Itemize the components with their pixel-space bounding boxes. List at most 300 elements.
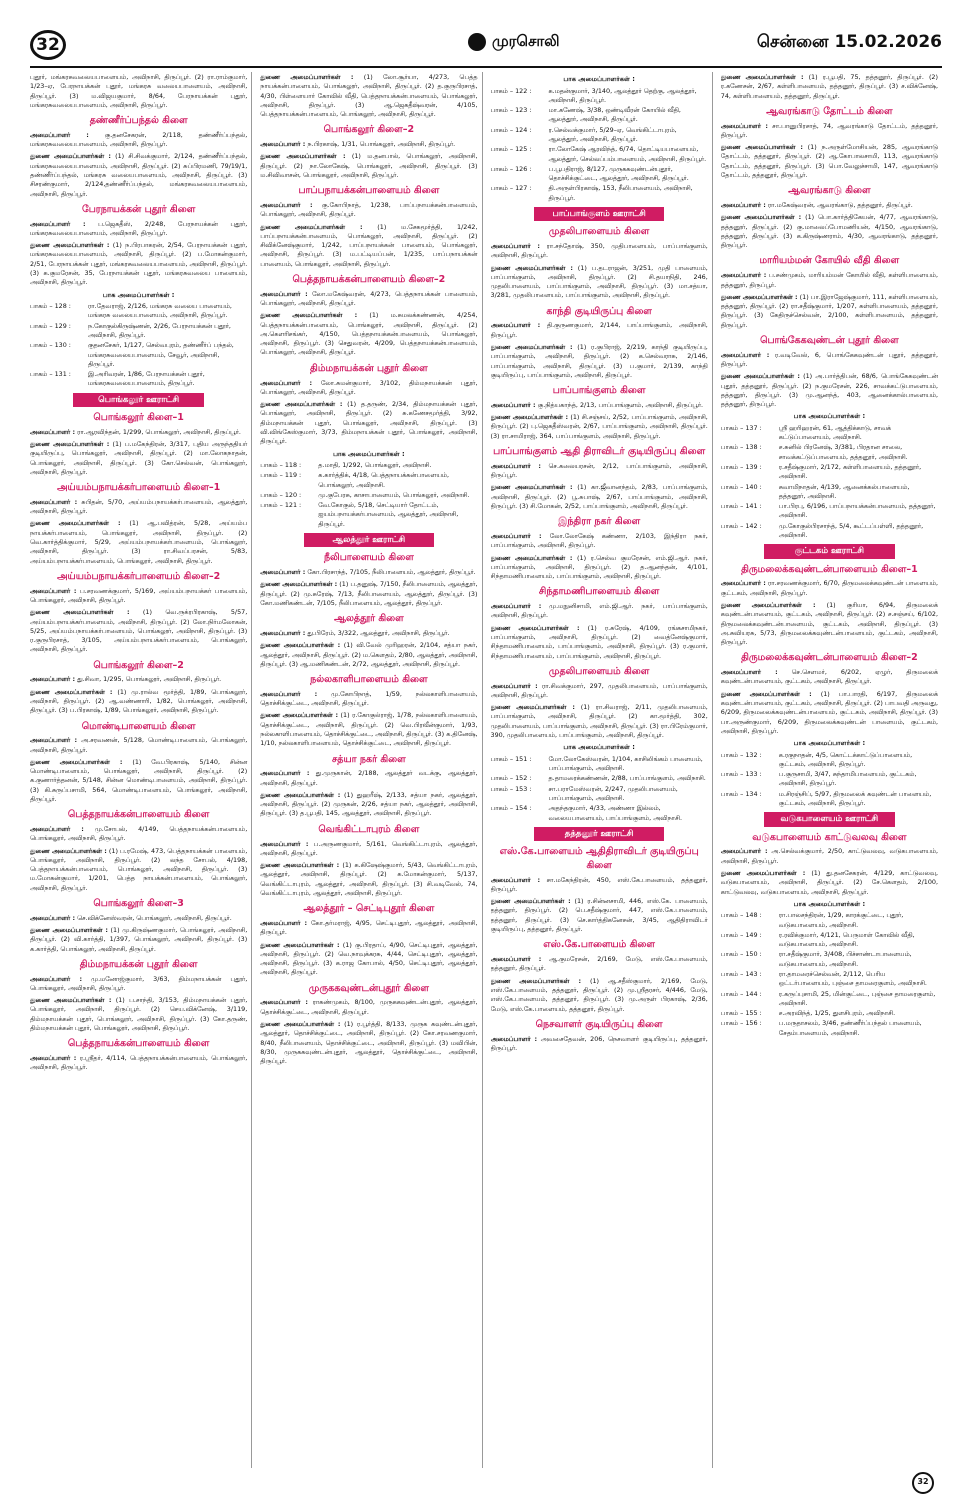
- booth-entry: [721, 443, 938, 462]
- entry-text: (1) ந.அருள்மோசியன், 285, ஆவரங்காடு தோட்டம், தத்தனூர், திருப்பூர். (2) ஆ.கோபாலசாமி, 113, ஆவரங்காடு தோட்டம், தத்தனூர், திருப்பூர். (3) பொ.வேலுச்சாமி, 147, ஆவரங்காடு தோட்டம், தத்தனூர், திருப்பூர்.: [720, 143, 938, 180]
- booth-heading: பாக அமைப்பாளர்கள் :: [793, 899, 866, 908]
- entry-label: அமைப்பாளர் :: [260, 998, 308, 1007]
- paragraph: புதூர், மங்கரசுவலையபாளையம், அவிநாசி, திருப்பூர். (2) ரா.ராம்குமார், 1/23–ஏ, பேரநாயக்கன் புதூர், மங்கரசு வலையபாளையம், அவிநாசி, திருப்பூர். (3) ம.விஜயகுமார், 8/64, பேரநாயக்கன் புதூர், மங்கரசுவலையபாளையம், அவிநாசி, திருப்பூர்.: [30, 73, 248, 109]
- entry-text: ந.பிரகாஷ், 1/31, பொங்கலூர், அவிநாசி, திருப்பூர்.: [307, 140, 456, 149]
- booth-number: பாகம் – 120 :: [260, 490, 302, 499]
- booth-entry: [491, 184, 708, 203]
- booth-number: பாகம் – 118 :: [260, 461, 302, 470]
- booth-person: வே.கோகுல், 5/18, செட்டியார் தோட்டம், ஐயம்பநாயக்கர்பாளையம், ஆலத்தூர், அவிநாசி, திருப்பூர்.: [318, 501, 459, 528]
- entry-label: துணை அமைப்பாளர்கள் :: [260, 1019, 341, 1028]
- entry-label: துணை அமைப்பாளர்கள் :: [30, 608, 130, 617]
- booth-person: ம.சிரஞ்சிப், 5/97, திருமலைக் கவுண்டன் பாளையம், குட்டகம், அவிநாசி, திருப்பூர்.: [778, 789, 932, 808]
- entry-text: ரா.சந்தோஷ், 350, முதிபாளையம், பாப்பாங்குளம், அவிநாசி, திருப்பூர்.: [490, 242, 708, 260]
- booth-person: ரா.தேவராஜ், 2/126, மங்கரசு வலைய பாளையம், மங்கரசு வலையபாளையம், அவிநாசி, திருப்பூர்.: [88, 302, 232, 320]
- entry-label: துணை அமைப்பாளர்கள் :: [490, 976, 582, 985]
- booth-person: த.தாமரைக்கண்ணன், 2/88, பாப்பாங்குளம், அவிநாசி.: [548, 774, 706, 783]
- panchayat-heading: வடுகபாளையம் ஊராட்சி: [764, 812, 894, 826]
- entry-text: மு.கோபிநாத், 1/59, நல்லகாளிபாளையம், தொச்சிக்குட்டை, அவிநாசி, திருப்பூர்.: [260, 689, 478, 708]
- organizer-entry: [491, 1035, 708, 1054]
- deputy-organizers-entry: [260, 641, 477, 669]
- entry-text: கு.தனசேகரன், 2/118, தண்ணீர்ப்பந்தல், மங்கரசுவலையபாளையம், அவிநாசி, திருப்பூர்.: [30, 130, 248, 149]
- entry-label: துணை அமைப்பாளர்கள் :: [720, 292, 798, 301]
- entry-text: (1) ப.ரமேஷ், 473, பெத்தநாயக்கன் பாளையம், பொங்கலூர், அவிநாசி, திருப்பூர். (2) லந்த சோபல், 4/198, பெத்தநாயக்கன்பாளையம், பொங்கலூர், அவிநாசி, திருப்பூர். (3) ம.மோகன்குமார், 1/201, பெத்த நாயக்கன்பாளையம், பொங்கலூர், அவிநாசி, திருப்பூர்.: [30, 846, 248, 892]
- organizer-entry: [30, 587, 247, 606]
- deputy-organizers-entry: [260, 791, 477, 819]
- booth-heading: பாக அமைப்பாளர்கள் :: [793, 739, 866, 748]
- entry-label: துணை அமைப்பாளர்கள் :: [260, 940, 340, 949]
- branch-heading: பொங்கலூர் கிளை–1: [93, 411, 184, 423]
- entry-label: துணை அமைப்பாளர்கள் :: [720, 372, 800, 381]
- entry-label: அமைப்பாளர் :: [720, 579, 766, 588]
- entry-label: துணை அமைப்பாளர்கள் :: [260, 641, 341, 650]
- branch-heading: நல்லகாளிபாளையம் கிளை: [310, 674, 428, 686]
- booth-person: ச.அரவிந்த், 1/25, துளசிபுரம், அவிநாசி.: [778, 1009, 896, 1018]
- entry-label: துணை அமைப்பாளர்கள் :: [30, 757, 123, 766]
- organizer-entry: [30, 220, 247, 239]
- entry-label: அமைப்பாளர் :: [30, 675, 76, 684]
- booth-number: பாகம் – 125 :: [490, 145, 532, 154]
- organizer-entry: [491, 532, 708, 551]
- branch-heading: பொங்கலூர் கிளை–3: [93, 897, 184, 909]
- booth-entry: [491, 165, 708, 184]
- booth-number: பாகம் – 130 :: [30, 341, 71, 350]
- booth-number: பாகம் – 149 :: [720, 930, 762, 939]
- organizer-entry: [260, 840, 477, 859]
- booth-entry: [30, 370, 247, 389]
- branch-heading: பாப்பாங்குளம் ஆதி திராவிடர் குடியிருப்பு கிளை: [493, 446, 706, 458]
- branch-heading: வெங்கிட்டாபுரம் கிளை: [318, 823, 420, 835]
- entry-text: அவசைதேவன், 206, நெசவாளர் குடியிருப்பு, தத்தனூர், திருப்பூர்.: [490, 1034, 708, 1052]
- booth-entry: [721, 970, 938, 989]
- booth-entry: [721, 522, 938, 541]
- deputy-organizers-entry: [30, 440, 247, 477]
- entry-label: அமைப்பாளர் :: [260, 140, 306, 149]
- booth-number: பாகம் – 152 :: [490, 774, 532, 783]
- entry-label: அமைப்பாளர் :: [30, 1054, 77, 1063]
- entry-text: கு.நித்யகாந்த், 2/13, பாப்பாங்குளம், அவிநாசி, திருப்பூர்.: [537, 400, 704, 409]
- column-4: [721, 72, 942, 1468]
- booth-heading: பாக அமைப்பாளர்கள் :: [563, 743, 635, 752]
- booth-person: ரா.லோகேஷ் ஆரவிந்த், 6/74, தொட்டியபாளையம், ஆலத்தூர், செல்லப்பம்பாளையம், அவிநாசி, திருப்பூர்.: [548, 145, 707, 163]
- deputy-organizers-entry: [30, 608, 247, 654]
- booth-number: பாகம் – 129 :: [30, 321, 71, 330]
- organizer-entry: [721, 668, 938, 687]
- entry-text: ர.ஸ்ரீதர், 4/114, பெத்தநாயக்கன்பாளையம், பொங்கலூர், அவிநாசி, திருப்பூர்.: [30, 1054, 248, 1072]
- booth-person: மோ.லோகேஸ்வரன், 1/104, காசிலிங்கம் பாளையம், பாப்பாங்குளம், அவிநாசி.: [548, 754, 703, 773]
- entry-text: (1) த.தருண், 2/34, திம்மநாயக்கன் புதூர், பொங்கலூர், அவிநாசி, திருப்பூர். (2) சு.கணேசமூர்த்தி, 3/92, திம்மநாயக்கன் புதூர், பொங்கலூர், அவிநாசி, திருப்பூர். (3) வி.விங்கேஸ்குமார், 3/73, திம்மநாயக்கன் புதூர், பொங்கலூர், அவிநாசி, திருப்பூர்.: [260, 400, 478, 446]
- entry-text: (1) ர.சின்னசாமி, 446, எஸ்.கே. பாளையம், தத்தனூர், திருப்பூர். (2) பெ.சதீஷ்குமார், 447, எஸ்.கே.பாளையம், தத்தனூர், திருப்பூர். (3) செ.கார்த்திகனேசன், 3/45, ஆதிதிராவிடர் குடியிருப்பு, தத்தனூர், திருப்பூர்.: [490, 897, 708, 934]
- booth-number: பாகம் – 123 :: [490, 106, 532, 115]
- panchayat-heading: குட்டகம் ஊராட்சி: [764, 544, 894, 558]
- deputy-organizers-entry: [721, 73, 938, 101]
- entry-text: அ.செல்வக்குமார், 2/50, காட்டுவலவு, வடுகபாளையம், அவிநாசி, திருப்பூர்.: [720, 847, 938, 865]
- panchayat-heading: ஆலத்தூர் ஊராட்சி: [304, 533, 434, 547]
- organizer-entry: [491, 682, 708, 701]
- entry-text: கு.கோபிநாத், 1/238, பாப்பநாயக்கன்பாளையம், பொங்கலூர், அவிநாசி, திருப்பூர்.: [260, 201, 478, 219]
- entry-text: ரா.சிவக்குமார், 297, முதலிபாளையம், பாப்பாங்குளம், அவிநாசி, திருப்பூர்.: [490, 681, 708, 699]
- entry-text: (1) க.கிஷேஷ்குமார், 5/43, வெங்கிட்டாபுரம், ஆலத்தூர், அவிநாசி, திருப்பூர். (2) க.மோகன்குமார், 5/137, வெங்கிட்டாபுரம், ஆலத்தூர், அவிநாசி, திருப்பூர். (3) சி.வடிவேல், 74, வெங்கிட்டாபுரம், ஆலத்தூர், அவிநாசி, திருப்பூர்.: [260, 861, 478, 897]
- branch-heading: மாரியம்மன் கோயில் வீதி கிளை: [759, 255, 900, 267]
- branch-heading: திம்மநாயக்கன் புதூர் கிளை: [310, 362, 428, 374]
- entry-label: துணை அமைப்பாளர்கள் :: [720, 868, 806, 877]
- entry-label: அமைப்பாளர் :: [260, 689, 318, 698]
- booth-number: பாகம் – 148 :: [720, 911, 762, 920]
- organizer-entry: [260, 379, 477, 398]
- entry-text: லோ.சுமன்குமார், 3/102, திம்மநாயக்கன் புதூர், பொங்கலூர், அவிநாசி, திருப்பூர்.: [260, 378, 478, 396]
- organizer-entry: [260, 690, 477, 709]
- organizer-entry: [721, 271, 938, 290]
- entry-text: (1) கா.ஜீவானந்தம், 2/83, பாப்பாங்குளம், அவிநாசி, திருப்பூர். (2) பூ.சுபாஷ், 2/67, பாப்பாங்குளம், அவிநாசி, திருப்பூர். (3) சி.மோகன், 2/52, பாப்பாங்குளம், அவிநாசி, திருப்பூர்.: [490, 483, 708, 510]
- booth-number: பாகம் – 137 :: [720, 423, 762, 432]
- entry-label: அமைப்பாளர் :: [30, 974, 82, 983]
- organizer-entry: [30, 498, 247, 517]
- entry-label: அமைப்பாளர் :: [490, 1034, 538, 1043]
- deputy-organizers-entry: [260, 223, 477, 269]
- booth-number: பாகம் – 142 :: [720, 521, 762, 530]
- entry-label: அமைப்பாளர் :: [30, 130, 89, 139]
- branch-heading: எஸ்.கே.பாளையம் ஆதிதிராவிடர் குடியிருப்பு கிளை: [499, 846, 699, 871]
- booth-number: பாகம் – 131 :: [30, 370, 71, 379]
- booth-person: மா.கணேஷ், 3/38, ஒண்டிவீரன் கோயில் வீதி, ஆலத்தூர், அவிநாசி, திருப்பூர்.: [548, 106, 681, 124]
- deputy-organizers-entry: [491, 977, 708, 1014]
- entry-text: தி.குருணகுமார், 2/144, பாப்பாங்குளம், அவிநாசி, திருப்பூர்.: [490, 321, 708, 339]
- entry-text: ப.சரவணக்குமார், 5/169, அய்யம்பநாயக்கர் பாளையம், பொங்கலூர், அவிநாசி, திருப்பூர்.: [30, 586, 248, 604]
- booth-person: அதந்தகுமார், 4/33, அண்ணா இல்லம், வலையபாளையம், பாப்பாங்குளம், அவிநாசி.: [548, 804, 683, 822]
- booth-number: பாகம் – 150 :: [720, 950, 762, 959]
- deputy-organizers-entry: [30, 847, 247, 893]
- deputy-organizers-entry: [30, 241, 247, 287]
- organizer-entry: [491, 401, 708, 410]
- entry-text: (1) ப.சாந்தி, 3/153, திம்மநாயக்கன் புதூர், பொங்கலூர், அவிநாசி, திருப்பூர். (2) செய.விக்னேஷ், 3/119, திம்மநாயக்கன் புதூர், பொங்கலூர், அவிநாசி, திருப்பூர். (3) கோ.தருண், திம்மநாயக்கன் புதூர், பொங்கலூர், அவிநாசி, திருப்பூர்.: [30, 996, 248, 1033]
- organizer-entry: [30, 736, 247, 755]
- branch-heading: ஆலத்தூர் – செட்டிபுதூர் கிளை: [303, 903, 435, 915]
- entry-text: செ.கலையரசன், 2/12, பாப்பாங்குளம், அவிநாசி, திருப்பூர்.: [490, 461, 708, 480]
- entry-label: அமைப்பாளர் :: [720, 350, 770, 359]
- entry-label: துணை அமைப்பாளர்கள் :: [30, 687, 113, 696]
- column-2: [260, 72, 482, 1468]
- branch-heading: தண்ணீர்ப்பந்தல் கிளை: [89, 115, 188, 127]
- booth-person: க.கார்த்திக், 4/18, பெத்தநாயக்கன்பாளையம், பொங்கலூர், அவிநாசி.: [318, 471, 450, 489]
- booth-entry: [491, 804, 708, 823]
- branch-heading: நீலிபாளையம் கிளை: [323, 552, 414, 564]
- entry-label: அமைப்பாளர் :: [490, 602, 542, 611]
- deputy-organizers-entry: [260, 1020, 477, 1066]
- organizer-entry: [30, 914, 247, 923]
- booth-entry: [721, 751, 938, 770]
- booth-entry: [721, 483, 938, 502]
- entry-text: (1) பா.இராஜேஷ்குமார், 111, கள்ளிபாளையம், தத்தனூர், திருப்பூர். (2) ரா.சதீஷ்குமார், 1/207, கள்ளிபாளையம், தத்தனூர், திருப்பூர். (3) கேதிருச்செல்வன், 2/100, கள்ளிபாளையம், தத்தனூர், திருப்பூர்.: [720, 292, 938, 329]
- booth-person: பா.பிரபு, 6/196, பாப்பநாயக்கன்பாளையம், தத்தனூர், அவிநாசி.: [778, 502, 936, 520]
- entry-label: அமைப்பாளர் :: [490, 242, 540, 250]
- booth-entry: [30, 341, 247, 369]
- paper-name: முரசொலி: [492, 32, 560, 50]
- entry-text: (1) ப.தடராஜன், 3/251, முதி பாளையம், பாப்பாங்குளம், அவிநாசி, திருப்பூர். (2) சி.தயாநிதி, 246, முதலிபாளையம், பாப்பாங்குளம், அவிநாசி, திருப்பூர். (3) மா.சத்யா, 3/281, முதலிபாளையம், பாப்பாங்குளம், அவிநாசி, திருப்பூர்.: [490, 263, 708, 300]
- booth-number: பாகம் – 128 :: [30, 302, 71, 311]
- branch-heading: அய்யம்பநாயக்கர்பாளையம் கிளை–1: [56, 482, 221, 494]
- branch-heading: சிந்தாமணிபாளையம் கிளை: [538, 586, 660, 598]
- branch-heading: பெத்தநாயக்கன்பாளையம் கிளை–2: [292, 274, 446, 286]
- entry-text: கோ.பிரசாந்த், 7/105, நீலிபாளையம், ஆலத்தூர், திருப்பூர்.: [307, 568, 476, 577]
- booth-person: குதனசேகர், 1/127, செல்வபுரம், தண்ணீர்ப் பந்தல், மங்கரசுவலையபாளையம், சேவூர், அவிநாசி, திருப்பூர்.: [88, 341, 234, 368]
- booth-entry: [491, 774, 708, 783]
- deputy-organizers-entry: [721, 690, 938, 736]
- booth-entry: [721, 502, 938, 521]
- booth-heading: பாக அமைப்பாளர்கள் :: [563, 75, 635, 83]
- entry-text: ரா.சரவணக்குமார், 6/70, திருமலைக்கவுண்டன் பாளையம், குட்டகம், அவிநாசி, திருப்பூர்.: [720, 579, 938, 597]
- entry-label: துணை அமைப்பாளர்கள் :: [490, 413, 568, 422]
- entry-text: (1) வி.வேல் முரிஹரன், 2/104, சத்யா நகர், ஆலத்தூர், அவிநாசி, திருப்பூர். (2) ம.கௌதம், 2/80, ஆலத்தூர், அவிநாசி, திருப்பூர். (3) ஆ.மணிகண்டன், 2/72, ஆலத்தூர், அவிநாசி, திருப்பூர்.: [260, 641, 478, 668]
- entry-label: அமைப்பாளர் :: [490, 875, 541, 884]
- entry-text: (1) ர.குபிராஜ், 2/219, காந்தி குடியிருப்பு, பாப்பாங்குளம், அவிநாசி, திருப்பூர். (2) க.செல்வராசு, 2/146, பாப்பாங்குளம், அவிநாசி, திருப்பூர். (3) ப.குமார், 2/139, காந்தி குடியிருப்பு, பாப்பாங்குளம், அவிநாசி, திருப்பூர்.: [490, 343, 708, 379]
- entry-text: (1) வெ.ருக்ரபிரகாஷ், 5/57, அய்யம்பநாயக்கர்பாளையம், அவிநாசி, திருப்பூர். (2) லோ.நிர்மலோகன், 5/25, அய்யம்பநாயக்கர்பாளையம், பொங்கலூர், அவிநாசி, திருப்பூர். (3) ர.குருபிரசாத், 3/105, அய்யம்பநாயக்கர்பாளையம், பொங்கலூர், அவிநாசி, திருப்பூர்.: [30, 608, 248, 654]
- deputy-organizers-entry: [260, 941, 477, 978]
- entry-label: துணை அமைப்பாளர்கள் :: [490, 343, 573, 352]
- deputy-organizers-entry: [721, 213, 938, 250]
- entry-text: (1) ப.மகேந்திரன், 3/317, புதிய அருந்ததியர் குடியிருப்பு, பொங்கலூர், அவிநாசி, திருப்பூர். (2) மா.லோகநாதன், பொங்கலூர், அவிநாசி, திருப்பூர். (3) கோ.செல்வன், பொங்கலூர், அவிநாசி, திருப்பூர்.: [30, 440, 248, 476]
- booth-number: பாகம் – 155 :: [720, 1009, 762, 1018]
- organizer-entry: [30, 428, 247, 437]
- entry-label: துணை அமைப்பாளர்கள் :: [260, 580, 338, 589]
- booth-entry: [260, 471, 477, 490]
- booth-person: ஸ்ரீ ஹரிஹரன், 61, ஆத்திக்காடு, சாவக் கட்டுப்பாளையம், அவிநாசி.: [778, 423, 891, 442]
- entry-label: அமைப்பாளர் :: [30, 825, 84, 834]
- booth-number: பாகம் – 140 :: [720, 482, 762, 491]
- organizer-entry: [721, 847, 938, 866]
- entry-text: (1) மு.கிருஷ்ணகுமார், பொங்கலூர், அவிநாசி, திருப்பூர். (2) வி.கார்த்தி, 1/397, பொங்கலூர், அவிநாசி, திருப்பூர். (3) க.கார்த்தி, பொங்கலூர், அவிநாசி, திருப்பூர்.: [30, 926, 248, 953]
- entry-label: துணை அமைப்பாளர்கள் :: [260, 711, 339, 720]
- entry-label: அமைப்பாளர் :: [30, 913, 76, 922]
- booth-entry: [491, 755, 708, 774]
- organizer-entry: [30, 1054, 247, 1073]
- branch-heading: பொங்கேகவுண்டன் புதூர் கிளை: [760, 334, 899, 346]
- entry-text: (1) துஹரீஷ், 2/133, சத்யா நகர், ஆலத்தூர், அவிநாசி, திருப்பூர். (2) முருகன், 2/26, சத்யா நகர், ஆலத்தூர், அவிநாசி, திருப்பூர். (3) த.பூபதி, 145, ஆலத்தூர், அவிநாசி, திருப்பூர்.: [260, 790, 478, 818]
- deputy-organizers-entry: [721, 601, 938, 647]
- entry-label: அமைப்பாளர் :: [260, 839, 309, 848]
- entry-label: துணை அமைப்பாளர்கள் :: [490, 623, 580, 632]
- branch-heading: முதலிபாளையம் கிளை: [548, 665, 650, 677]
- entry-label: துணை அமைப்பாளர்கள் :: [30, 996, 112, 1005]
- booth-person: சுவாமிநாதன், 4/139, ஆனைக்கல்பாளையம், தத்தனூர், அவிநாசி.: [778, 482, 910, 500]
- booth-number: பாகம் – 133 :: [720, 770, 762, 779]
- organizer-entry: [260, 201, 477, 220]
- organizer-entry: [491, 955, 708, 974]
- entry-label: அமைப்பாளர் :: [260, 568, 306, 577]
- deputy-organizers-entry: [721, 372, 938, 409]
- deputy-organizers-entry: [491, 343, 708, 380]
- entry-text: (1) ஆ.பவித்ரன், 5/28, அய்யம்ப நாயக்கர்பாளையம், பொங்கலூர், அவிநாசி, திருப்பூர். (2) வெ.கார்த்திக்குமார், 5/29, அய்யம்பநாயக்கர்பாளையம், பொங்கலூர், அவிநாசி, திருப்பூர். (3) ரா.சிவப்பரசன், 5/83, அய்யம்பநாயக்கர்பாளையம், பொங்கலூர், அவிநாசி, திருப்பூர்.: [30, 519, 248, 565]
- booth-number: பாகம் – 132 :: [720, 750, 762, 759]
- entry-text: (1) ம.சுமலக்கண்ணன், 4/254, பெத்தநாயக்கன்பாளையம், பொங்கலூர், அவிநாசி, திருப்பூர். (2) அ.கௌரிசங்கர், 4/150, பெத்தநாயக்கன்பாளையம், பொங்கலூர், அவிநாசி, திருப்பூர். (3) செதுவரன், 4/209, பெத்தநாயக்கன்பாளையம், பொங்கலூர், அவிநாசி, திருப்பூர்.: [260, 311, 478, 357]
- deputy-organizers-entry: [260, 580, 477, 608]
- deputy-organizers-entry: [721, 869, 938, 897]
- entry-text: (1) ம.தனபால், பொங்கலூர், அவிநாசி, திருப்பூர். (2) நா.லோகேஷ், பொங்கலூர், அவிநாசி, திருப்பூர். (3) ம.சிவிவாசன், பொங்கலூர், அவிநாசி, திருப்பூர்.: [260, 152, 478, 180]
- entry-label: அமைப்பாளர் :: [490, 400, 536, 409]
- booth-entry: [721, 950, 938, 969]
- booth-number: பாகம் – 144 :: [720, 989, 762, 998]
- booth-person: ர.செல்வக்குமார், 5/29–ஏ, வெங்கிட்டாபுரம், ஆலத்தூர், அவிநாசி, திருப்பூர்.: [548, 125, 677, 143]
- entry-text: சா.மகேந்திரன், 450, எஸ்.கே.பாளையம், தத்தனூர், திருப்பூர்.: [490, 875, 708, 893]
- paper-logo: [468, 32, 560, 52]
- organizer-entry: [260, 290, 477, 309]
- entry-label: அமைப்பாளர் :: [720, 201, 766, 210]
- entry-label: அமைப்பாளர் :: [490, 681, 538, 690]
- deputy-organizers-entry: [491, 413, 708, 441]
- deputy-organizers-entry: [491, 264, 708, 301]
- entry-text: செ.சௌமர், 6/202, ஏழுர், திருமலைக் கவுண்டன்பாளையம், குட்டகம், அவிநாசி, திருப்பூர்.: [720, 668, 938, 686]
- booth-number: பாகம் – 151 :: [490, 754, 532, 763]
- organizer-entry: [721, 351, 938, 370]
- entry-text: மு.மநுனிசாமி, எம்.ஜி.ஆர். நகர், பாப்பாங்குளம், அவிநாசி, திருப்பூர்.: [490, 602, 708, 620]
- entry-label: துணை அமைப்பாளர்கள் :: [30, 152, 111, 161]
- booth-person: ர.சதீஷ்குமார், 2/172, கள்ளிபாளையம், தத்தனூர், அவிநாசி.: [778, 463, 922, 481]
- masthead: [30, 28, 942, 68]
- entry-label: அமைப்பாளர் :: [260, 378, 313, 387]
- booth-entry: [721, 990, 938, 1009]
- entry-text: ரா.மகேஷ்வரன், ஆவரங்காடு, தத்தனூர், திருப்பூர்.: [767, 201, 913, 210]
- entry-label: அமைப்பாளர் :: [490, 955, 542, 964]
- entry-text: (1) அ.பார்த்திபன், 68/6, பொங்கேகவுண்டன் புதூர், தத்தனூர், திருப்பூர். (2) ந.குமரேசன், 226, சாவக்கட்டுபாளையம், தத்தனூர், திருப்பூர். (3) மு.ஆனந்த், 403, ஆனைக்கால்பாளையம், தத்தனூர், திருப்பூர்.: [720, 372, 938, 409]
- branch-heading: திம்மநாயக்கன் புதூர் கிளை: [79, 958, 198, 970]
- entry-label: துணை அமைப்பாளர்கள் :: [30, 241, 110, 250]
- entry-text: (1) ரா.சிவராஜ், 2/11, முதலிபாளையம், பாப்பாங்குளம், அவிநாசி, திருப்பூர். (2) கா.மூர்த்தி, 302, முதலிபாளையம், பாப்பாங்குளம், அவிநாசி, திருப்பூர். (3) ரா.பிரேம்குமார், 390, முதலிபாளையம், பாப்பாங்குளம், அவிநாசி, திருப்பூர்.: [490, 703, 708, 739]
- booth-entry: [260, 491, 477, 500]
- entry-label: துணை அமைப்பாளர்கள் :: [490, 553, 573, 562]
- entry-text: (1) ந.பிரபாகரன், 2/54, பேரநாயக்கன் புதூர், மங்கரசுவலையபாளையம், அவிநாசி, திருப்பூர். (2) ப.மோகன்குமார், 2/51, பேரநாயக்கன் புதூர், மங்கரசுவலையபாளையம், அவிநாசி, திருப்பூர். (3) க.குமரேசன், 35, பேரநாயக்கன் புதூர், மங்கரசுவலைய பாளையம், அவிநாசி, திருப்பூர்.: [30, 241, 248, 287]
- entry-label: துணை அமைப்பாளர்கள் :: [260, 311, 358, 320]
- branch-heading: இந்திரா நகர் கிளை: [558, 516, 641, 528]
- branch-heading: ஆலத்தூர் கிளை: [334, 613, 404, 625]
- deputy-organizers-entry: [491, 624, 708, 661]
- entry-label: அமைப்பாளர் :: [30, 427, 76, 436]
- entry-text: (1) ம.சேகமூர்த்தி, 1/242, பாப்பநாயக்கன்பாளையம், பொங்கலூர், அவிநாசி, திருப்பூர். (2) சிவிக்னேஷ்குமார், 1/242, பாப்பநாயக்கன் பாளையம், பொங்கலூர், அவிநாசி, திருப்பூர். (3) ம.பட்டியப்பன், 1/235, பாப்பநாயக்கன் பாளையம், பொங்கலூர், அவிநாசி, திருப்பூர்.: [260, 222, 478, 268]
- entry-text: ரா.ஆரவிந்தன், 1/299, பொங்கலூர், அவிநாசி, திருப்பூர்.: [77, 427, 241, 436]
- deputy-organizers-entry: [30, 688, 247, 716]
- branch-heading: முருககவுண்டன்புதூர் கிளை: [308, 982, 429, 994]
- entry-text: ஆ.குமரேசன், 2/169, மேடு, எஸ்.கே.பாளையம், தத்தனூர், திருப்பூர்.: [490, 955, 708, 973]
- entry-label: அமைப்பாளர் :: [720, 271, 767, 280]
- organizer-entry: [260, 998, 477, 1017]
- booth-number: பாகம் – 143 :: [720, 970, 762, 979]
- deputy-organizers-entry: [30, 926, 247, 954]
- booth-person: மு.குபேரசு, காசாபாளையம், பொங்கலூர், அவிநாசி.: [318, 490, 470, 499]
- organizer-entry: [260, 769, 477, 788]
- booth-number: பாகம் – 126 :: [490, 164, 532, 173]
- entry-text: கோ.தர்மராஜ், 4/95, செட்டிபுதூர், ஆலத்தூர், அவிநாசி, திருப்பூர்.: [260, 918, 478, 937]
- booth-person: ர.கருப்புசாமி, 25, மின்குட்டை, புஞ்சை தாமரைகுளம், அவிநாசி.: [778, 989, 936, 1007]
- entry-label: துணை அமைப்பாளர்கள் :: [260, 222, 363, 231]
- booth-person: க.ரகுநாதன், 4/5, கொட்டக்காட்டுப்பாளையம், குட்டகம், அவிநாசி, திருப்பூர்.: [778, 750, 913, 768]
- branch-heading: சத்யா நகர் கிளை: [332, 753, 406, 765]
- entry-text: து.சிவா, 1/295, பொங்கலூர், அவிநாசி, திருப்பூர்.: [77, 675, 222, 684]
- booth-person: ப.குருசாமி, 3/47, சுந்தாமிபாளையம், குட்டகம், அவிநாசி, திருப்பூர்.: [778, 770, 917, 788]
- organizer-entry: [721, 122, 938, 141]
- booth-person: சா.பராமேஸ்வரன், 2/247, முதலிபாளையம், பாப்பாங்குளம், அவிநாசி.: [548, 784, 678, 802]
- entry-label: அமைப்பாளர் :: [260, 769, 310, 778]
- column-3: [491, 72, 713, 1468]
- booth-heading: பாக அமைப்பாளர்கள் :: [793, 412, 866, 421]
- booth-entry: [30, 302, 247, 321]
- entry-label: துணை அமைப்பாளர்கள் :: [490, 483, 573, 492]
- footer-page-number: 32: [912, 1472, 934, 1494]
- booth-entry: [491, 145, 708, 164]
- booth-number: பாகம் – 156 :: [720, 1019, 762, 1028]
- branch-heading: பெத்தநாயக்கன்பாளையம் கிளை: [67, 1038, 210, 1050]
- branch-heading: காந்தி குடியிருப்பு கிளை: [546, 305, 652, 317]
- deputy-organizers-entry: [260, 152, 477, 180]
- entry-label: அமைப்பாளர் :: [30, 497, 78, 506]
- entry-text: ப.ஜெகதீஸ், 2/248, பேரநாயக்கன் புதூர், மங்கரசுவலையபாளையம், அவிநாசி, திருப்பூர்.: [30, 219, 248, 237]
- booth-person: இ.அரிவரன், 1/86, பேரநாயக்கன் புதூர், மங்கரசுவலையபாளையம், திருப்பூர்.: [88, 370, 205, 388]
- booth-entry: [721, 463, 938, 482]
- entry-text: (1) ர.செல்வ குமரேசன், எம்.ஜி.ஆர். நகர், பாப்பாங்குளம், அவிநாசி, திருப்பூர். (2) த.ஆனந்தன், 4/101, சிந்தாமணிபாளையம், பாப்பாங்குளம், அவிநாசி, திருப்பூர்.: [490, 553, 708, 581]
- dateline: சென்னை 15.02.2026: [756, 32, 942, 52]
- entry-text: லோ.லோகேஷ் கண்ணா, 2/103, இந்திரா நகர், பாப்பாங்குளம், அவிநாசி, திருப்பூர்.: [490, 531, 708, 550]
- entry-label: துணை அமைப்பாளர்கள் :: [720, 143, 803, 152]
- organizer-entry: [721, 579, 938, 598]
- entry-text: அ.சரவணன், 5/128, மொண்டிபாளையம், பொங்கலூர், அவிநாசி, திருப்பூர்.: [30, 736, 248, 754]
- entry-label: துணை அமைப்பாளர்கள் :: [490, 897, 571, 906]
- branch-heading: ஆவரங்காடு கிளை: [788, 185, 871, 197]
- booth-entry: [721, 424, 938, 443]
- booth-entry: [721, 1019, 938, 1038]
- entry-text: து.பிரேம், 3/322, ஆலத்தூர், அவிநாசி, திருப்பூர்.: [307, 628, 450, 637]
- booth-number: பாகம் – 153 :: [490, 784, 532, 793]
- booth-entry: [721, 931, 938, 950]
- entry-label: அமைப்பாளர் :: [720, 847, 768, 856]
- entry-label: துணை அமைப்பாளர்கள் :: [30, 440, 110, 449]
- entry-label: துணை அமைப்பாளர்கள் :: [720, 689, 812, 698]
- entry-text: (1) ர.பூபதி, 75, தத்தனூர், திருப்பூர். (2) ர.கணேசன், 2/67, கள்ளிபாளையம், தத்தனூர், திருப்பூர். (3) ச.விக்னேஷ், 74, கள்ளிபாளையம், தத்தனூர், திருப்பூர்.: [720, 73, 938, 100]
- branch-heading: எஸ்.கே.பாளையம் கிளை: [543, 939, 655, 951]
- entry-text: லோ.மகேஷ்வரன், 4/273, பெத்தநாயக்கன் பாளையம், பொங்கலூர், அவிநாசி, திருப்பூர்.: [260, 289, 478, 308]
- page-number: 32: [30, 30, 66, 60]
- booth-entry: [260, 501, 477, 529]
- organizer-entry: [260, 919, 477, 938]
- entry-label: துணை அமைப்பாளர்கள் :: [30, 926, 108, 935]
- booth-entry: [30, 322, 247, 341]
- entry-label: துணை அமைப்பாளர்கள் :: [490, 263, 573, 272]
- entry-text: (1) வே.பிரகாஷ், 5/140, சின்ன மொண்டிபாளையம், பொங்கலூர், அவிநாசி, திருப்பூர். (2) க.குணார்த்தனன், 5/148, சின்ன மொண்டிபாளையம், அவிநாசி, திருப்பூர். (3) கி.சுருப்பசாமி, 564, மொண்டிபாளையம், பொங்கலூர், அவிநாசி, திருப்பூர்.: [30, 757, 248, 803]
- deputy-organizers-entry: [30, 996, 247, 1033]
- booth-person: ரா.சதீஷ்குமார், 3/408, பிச்சாண்டாபாளையம், வடுகபாளையம், அவிநாசி.: [778, 950, 912, 968]
- booth-number: பாகம் – 134 :: [720, 789, 762, 798]
- column-1: [30, 72, 252, 1468]
- panchayat-heading: பாப்பாங்குளம் ஊராட்சி: [534, 207, 664, 221]
- entry-text: ராகண்முகம், 8/100, முருககவுண்டன்புதூர், ஆலத்தூர், தொச்சிக்குட்டை, அவிநாசி, திருப்பூர்.: [260, 998, 478, 1016]
- booth-entry: [260, 461, 477, 470]
- entry-label: அமைப்பாளர் :: [30, 736, 78, 745]
- organizer-entry: [491, 242, 708, 261]
- deputy-organizers-entry: [30, 519, 247, 565]
- organizer-entry: [491, 602, 708, 621]
- entry-text: (1) பா.பாரதி, 6/197, திருமலைக் கவுண்டன்பாளையம், குட்டகம், அவிநாசி, திருப்பூர். (2) பாபவதி அருவது, 6/209, திருமலைக்கவுண்டன்பாளையம், குட்டகம், அவிநாசி, திருப்பூர். (3) பா.அருண்குமார், 6/209, திருமலைக்கவுண்டன் பாளையம், குட்டகம், அவிநாசி, திருப்பூர்.: [720, 689, 938, 735]
- entry-text: (1) பொ.கார்த்திகேயன், 4/77, ஆவரங்காடு, தத்தனூர், திருப்பூர். (2) கு.மாலைப்போமணியன், 4/150, ஆவரங்காடு, தத்தனூர், திருப்பூர். (3) க.கிருஷ்ணராம், 4/30, ஆவரங்காடு, தத்தனூர், திருப்பூர்.: [720, 213, 939, 250]
- branch-heading: பொங்கலூர் கிளை–2: [93, 659, 184, 671]
- entry-label: துணை அமைப்பாளர்கள் :: [720, 73, 804, 81]
- deputy-organizers-entry: [491, 897, 708, 934]
- entry-text: சா.பானுபிரசாத், 74, ஆவரங்காடு தோட்டம், தத்தனூர், திருப்பூர்.: [720, 121, 938, 139]
- organizer-entry: [260, 629, 477, 638]
- booth-heading: பாக அமைப்பாளர்கள் :: [102, 290, 175, 299]
- booth-person: க.மதன்குமார், 3/140, ஆலத்தூர் தெற்கு, ஆலத்தூர், அவிநாசி, திருப்பூர்.: [548, 86, 697, 104]
- booth-entry: [491, 126, 708, 145]
- entry-text: சுபிதன், 5/70, அய்யம்பநாயக்கர்பாளையம், ஆலத்தூர், அவிநாசி, திருப்பூர்.: [30, 497, 248, 516]
- entry-label: துணை அமைப்பாளர்கள் :: [30, 846, 107, 855]
- deputy-organizers-entry: [260, 711, 477, 748]
- branch-heading: அய்யம்பநாயக்கர்பாளையம் கிளை–2: [56, 570, 221, 582]
- panchayat-heading: தத்தனூர் ஊராட்சி: [534, 827, 664, 841]
- branch-heading: நெசவாளர் குடியிருப்பு கிளை: [535, 1018, 663, 1030]
